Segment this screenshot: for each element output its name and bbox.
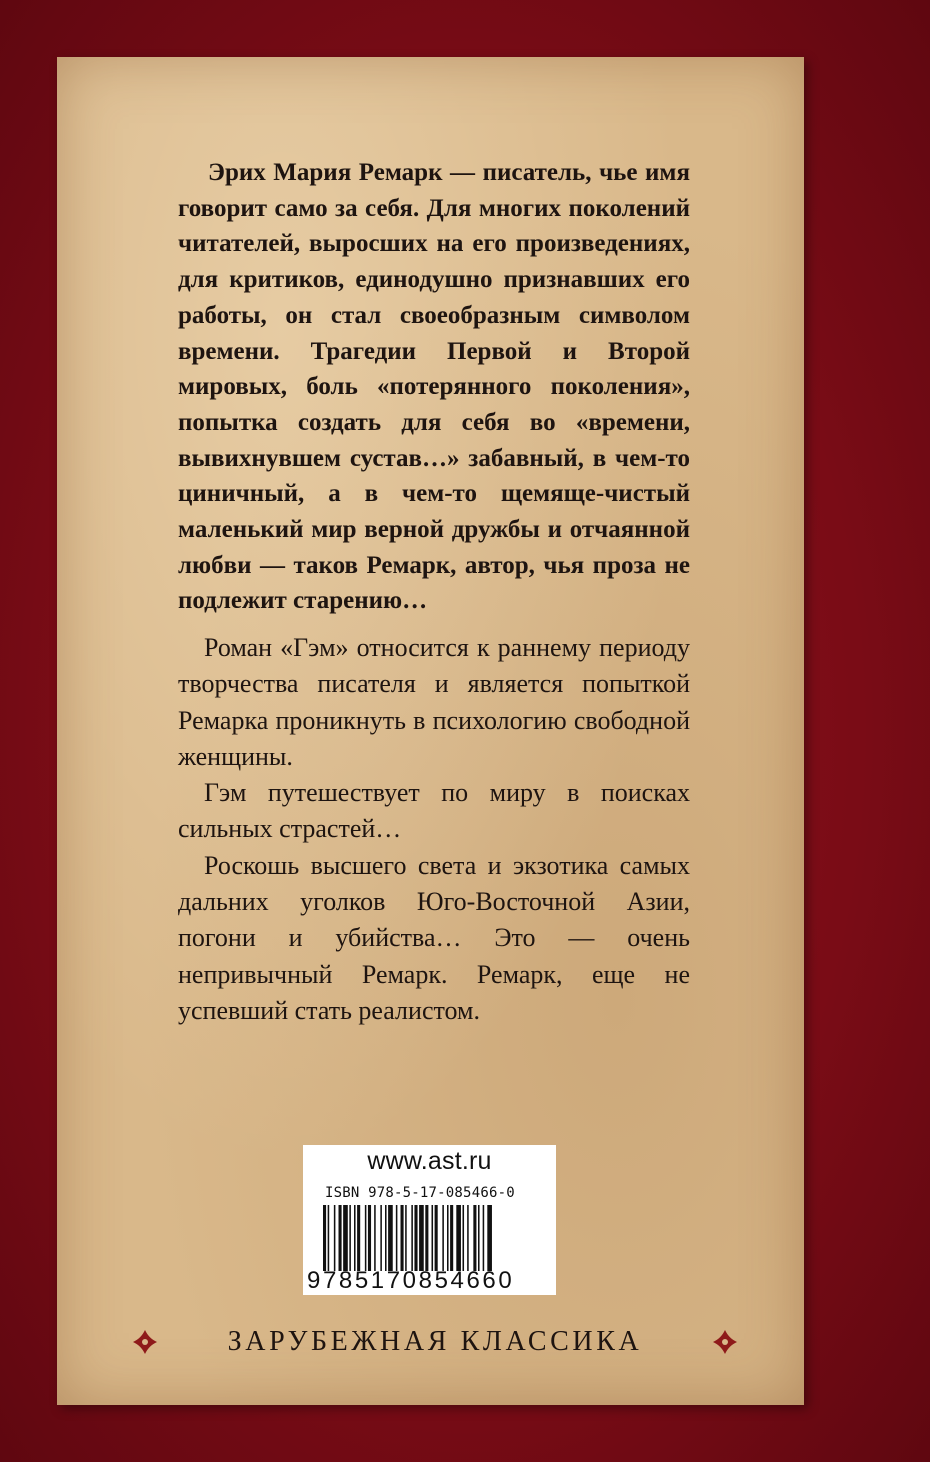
description-paragraph: Гэм путешествует по миру в поисках сильных страстей… [178,778,690,844]
fleuron-icon [710,1327,740,1357]
series-banner [130,1320,740,1364]
isbn-label: ISBN 978-5-17-085466-0 [325,1185,515,1201]
barcode-digits: 9785170854660 [307,1267,515,1294]
blurb-paragraph: Эрих Мария Ремарк — писатель, чье имя говорит само за себя. Для многих поколений читателей, выросших на его произведениях, для критиков, единодушно признавших его работы, он стал своеобразным символом времени. Трагедии Первой и Второй мировых, боль «потерянного поколения», попытка создать для себя во «времени, вывихнувшем сустав…» забавный, в чем-то циничный, а в чем-то щемяще-чистый маленький мир верной дружбы и отчаянной любви — таков Ремарк, автор, чья проза не подлежит старению… [178,159,690,615]
barcode-box [303,1145,556,1295]
author-blurb [178,155,690,619]
barcode-bars [323,1205,543,1271]
publisher-url: www.ast.ru [367,1147,492,1175]
novel-description [178,630,690,1029]
description-paragraph: Роскошь высшего света и экзотика самых дальних уголков Юго-Восточной Азии, погони и убийства… Это — очень непривычный Ремарк. Ремарк, еще не успевший стать реалистом. [178,850,690,1025]
fleuron-icon [130,1327,160,1357]
series-title: ЗАРУБЕЖНАЯ КЛАССИКА [227,1326,643,1357]
description-paragraph: Роман «Гэм» относится к раннему периоду творчества писателя и является попыткой Ремарка проникнуть в психологию свободной женщины. [178,633,690,771]
